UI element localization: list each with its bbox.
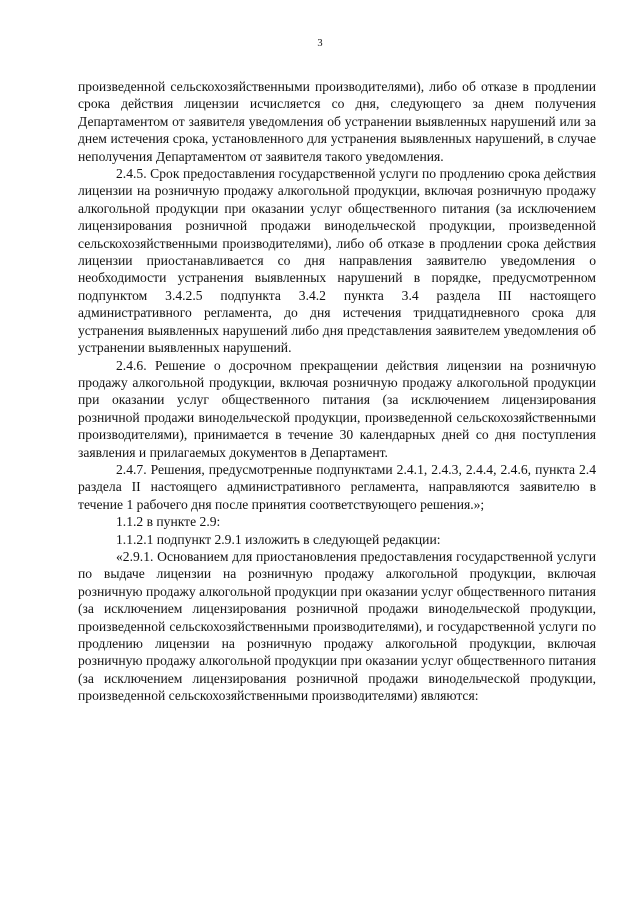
paragraph-1-1-2: 1.1.2 в пункте 2.9: — [116, 514, 221, 530]
paragraph-2-4-6: 2.4.6. Решение о досрочном прекращении действия лицензии на розничную продажу алкогольной продукции, включая розничную продажу алкогольной продукции при оказании услуг общественного питания (за исключением лицензирования розничной продажи винодельческой продукции, произведенной сельскохозяйственными производителями), принимается в течение 30 календарных дней со дня поступления заявления и прилагаемых документов в Департамент. — [78, 357, 596, 460]
paragraph-2-9-1: «2.9.1. Основанием для приостановления предоставления государственной услуги по выдаче лицензии на розничную продажу алкогольной продукции, включая розничную продажу алкогольной продукции при оказании услуг общественного питания (за исключением лицензирования розничной продажи винодельческой продукции, произведенной сельскохозяйственными производителями), и государственной услуги по продлению лицензии на розничную продажу алкогольной продукции, включая розничную продажу алкогольной продукции при оказании услуг общественного питания (за исключением лицензирования розничной продажи винодельческой продукции, произведенной сельскохозяйственными производителями) являются: — [78, 548, 596, 704]
page-number: 3 — [317, 38, 323, 49]
paragraph-2-4-5: 2.4.5. Срок предоставления государственной услуги по продлению срока действия лицензии на розничную продажу алкогольной продукции, включая розничную продажу алкогольной продукции при оказании услуг общественного питания (за исключением лицензирования розничной продажи винодельческой продукции, произведенной сельскохозяйственными производителями), либо об отказе в продлении срока действия лицензии приостанавливается со дня направления заявителю уведомления о необходимости устранения выявленных нарушений в порядке, предусмотренном подпунктом 3.4.2.5 подпункта 3.4.2 пункта 3.4 раздела III настоящего административного регламента, до дня истечения тридцатидневного срока для устранения выявленных нарушений либо дня представления заявителем уведомления об устранении выявленных нарушений. — [78, 166, 596, 356]
document-body — [78, 78, 596, 705]
paragraph-1-1-2-1: 1.1.2.1 подпункт 2.9.1 изложить в следующей редакции: — [116, 531, 441, 547]
paragraph-2-4-7: 2.4.7. Решения, предусмотренные подпунктами 2.4.1, 2.4.3, 2.4.4, 2.4.6, пункта 2.4 раздела II настоящего административного регламента, направляются заявителю в течение 1 рабочего дня после принятия соответствующего решения.»; — [78, 461, 596, 512]
paragraph-continuation: произведенной сельскохозяйственными производителями), либо об отказе в продлении срока действия лицензии исчисляется со дня, следующего за днем получения Департаментом от заявителя уведомления об устранении выявленных нарушений или за днем истечения срока, установленного для устранения выявленных нарушений, в случае неполучения Департаментом от заявителя такого уведомления. — [78, 79, 596, 164]
